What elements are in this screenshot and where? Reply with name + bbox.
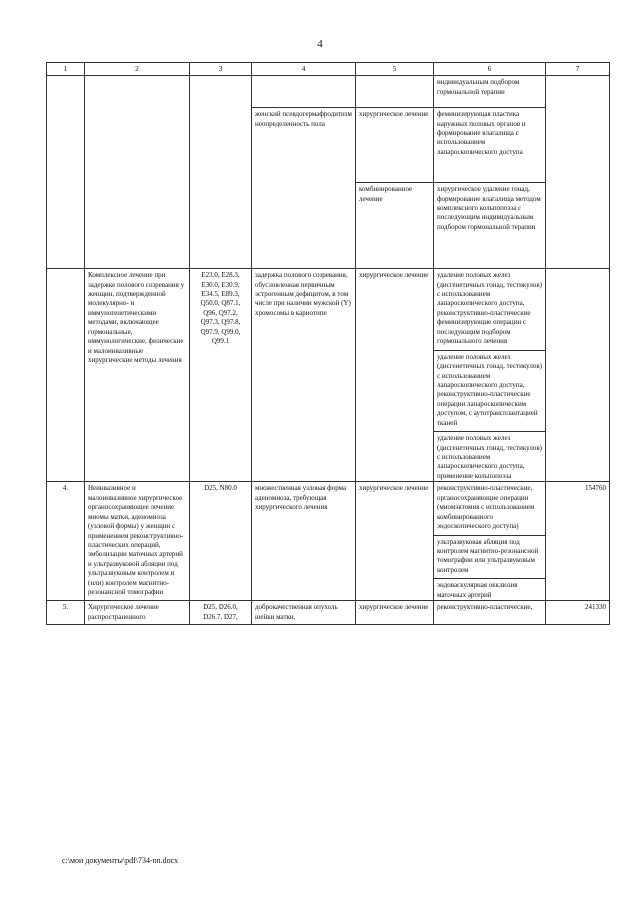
- column-header: 7: [546, 63, 610, 76]
- cell-price: 241330: [546, 601, 610, 625]
- cell-method: [434, 269, 546, 482]
- file-path-footer: c:\мои документы\pdf\734-nn.docx: [62, 856, 179, 865]
- table-header-row: [47, 63, 610, 76]
- table-row: [47, 482, 610, 601]
- cell-number: [47, 269, 85, 482]
- cell-service: [85, 76, 190, 269]
- cell-number: 4.: [47, 482, 85, 601]
- table-row: [47, 269, 610, 482]
- cell-treatment: комбинированное лечение: [356, 183, 434, 269]
- cell-codes: D25, N80.0: [190, 482, 252, 601]
- cell-service: Комплексное лечение при задержке полового созревания у женщин, подтвержденной молекулярно- и иммуногенетическими методами, включающее гормональные, иммунологические, физические и малоинвазивные хирургические методы лечения: [85, 269, 190, 482]
- method-item: реконструктивно-пластические, органосохраняющие операции (миомэктомия с использованием комбинированного эндоскопического доступа): [437, 484, 535, 531]
- cell-model: женский псевдогермафродитизм неопределенность пола: [252, 108, 356, 269]
- cell-method: феминизирующая пластика наружных половых органов и формирование влагалища с использованием лапароскопического доступа: [434, 108, 546, 183]
- method-item: удаление половых желез (дисгенетичных гонад, тестикулов) с использованием лапароскопического доступа, реконструктивно-пластические операции лапароскопическим доступом, с аутотрансплантацией тканей: [434, 350, 545, 429]
- cell-codes: E23.0, E28.3, E30.0, E30.9, E34.5, E89.3, Q50.0, Q87.1, Q96, Q97.2, Q97.3, Q97.8, Q97.9, Q99.0, Q99.1: [190, 269, 252, 482]
- cell-treatment: хирургическое лечение: [356, 108, 434, 183]
- cell-treatment: хирургическое лечение: [356, 482, 434, 601]
- cell-model: доброкачественная опухоль шейки матки,: [252, 601, 356, 625]
- services-table: [46, 62, 610, 625]
- cell-model: задержка полового созревания, обусловленная первичным эстрогенным дефицитом, в том числе при наличии мужской (Y) хромосомы в кариотипе: [252, 269, 356, 482]
- method-item: удаление половых желез (дисгенетичных гонад, тестикулов) с использованием лапароскопического доступа, реконструктивно-пластические феминизирующие операции с последующим подбором гормонального лечения: [437, 271, 542, 346]
- cell-model: [252, 76, 356, 108]
- column-header: 2: [85, 63, 190, 76]
- cell-price: [546, 76, 610, 269]
- cell-model: множественная узловая форма аденомиоза, требующая хирургического лечения: [252, 482, 356, 601]
- method-item: эндоваскулярная окклюзия маточных артерий: [434, 578, 545, 600]
- table-row: [47, 601, 610, 625]
- cell-codes: D25, D26.0, D26.7, D27,: [190, 601, 252, 625]
- page-number: 4: [317, 38, 323, 50]
- cell-treatment: хирургическое лечение: [356, 601, 434, 625]
- cell-method: [434, 482, 546, 601]
- cell-number: 5.: [47, 601, 85, 625]
- column-header: 3: [190, 63, 252, 76]
- cell-price: 154760: [546, 482, 610, 601]
- cell-method: реконструктивно-пластические,: [434, 601, 546, 625]
- cell-service: Хирургическое лечение распространенного: [85, 601, 190, 625]
- cell-service: Неинвазивное и малоинвазивное хирургическое органосохраняющее лечение миомы матки, аденомиоза (узловой формы) у женщин с применением реконструктивно-пластических операций, эмболизации маточных артерий и ультразвуковой абляции под ультразвуковым контролем и (или) контролем магнитно-резонансной томографии: [85, 482, 190, 601]
- column-header: 6: [434, 63, 546, 76]
- cell-price: [546, 269, 610, 482]
- method-item: ультразвуковая абляция под контролем магнитно-резонансной томографии или ультразвуковым контролем: [434, 535, 545, 576]
- cell-codes: [190, 76, 252, 269]
- cell-number: [47, 76, 85, 269]
- column-header: 1: [47, 63, 85, 76]
- table-row: [47, 76, 610, 108]
- cell-treatment: хирургическое лечение: [356, 269, 434, 482]
- method-item: удаление половых желез (дисгенетичных гонад, тестикулов) с использованием лапароскопического доступа, применение кольпопоэза: [434, 431, 545, 481]
- cell-method: хирургическое удаление гонад, формирование влагалища методом комплексного кольпопоэза с последующим индивидуальным подбором гормональной терапии: [434, 183, 546, 269]
- cell-method: индивидуальным подбором гормональной терапии: [434, 76, 546, 108]
- column-header: 5: [356, 63, 434, 76]
- cell-treatment: [356, 76, 434, 108]
- column-header: 4: [252, 63, 356, 76]
